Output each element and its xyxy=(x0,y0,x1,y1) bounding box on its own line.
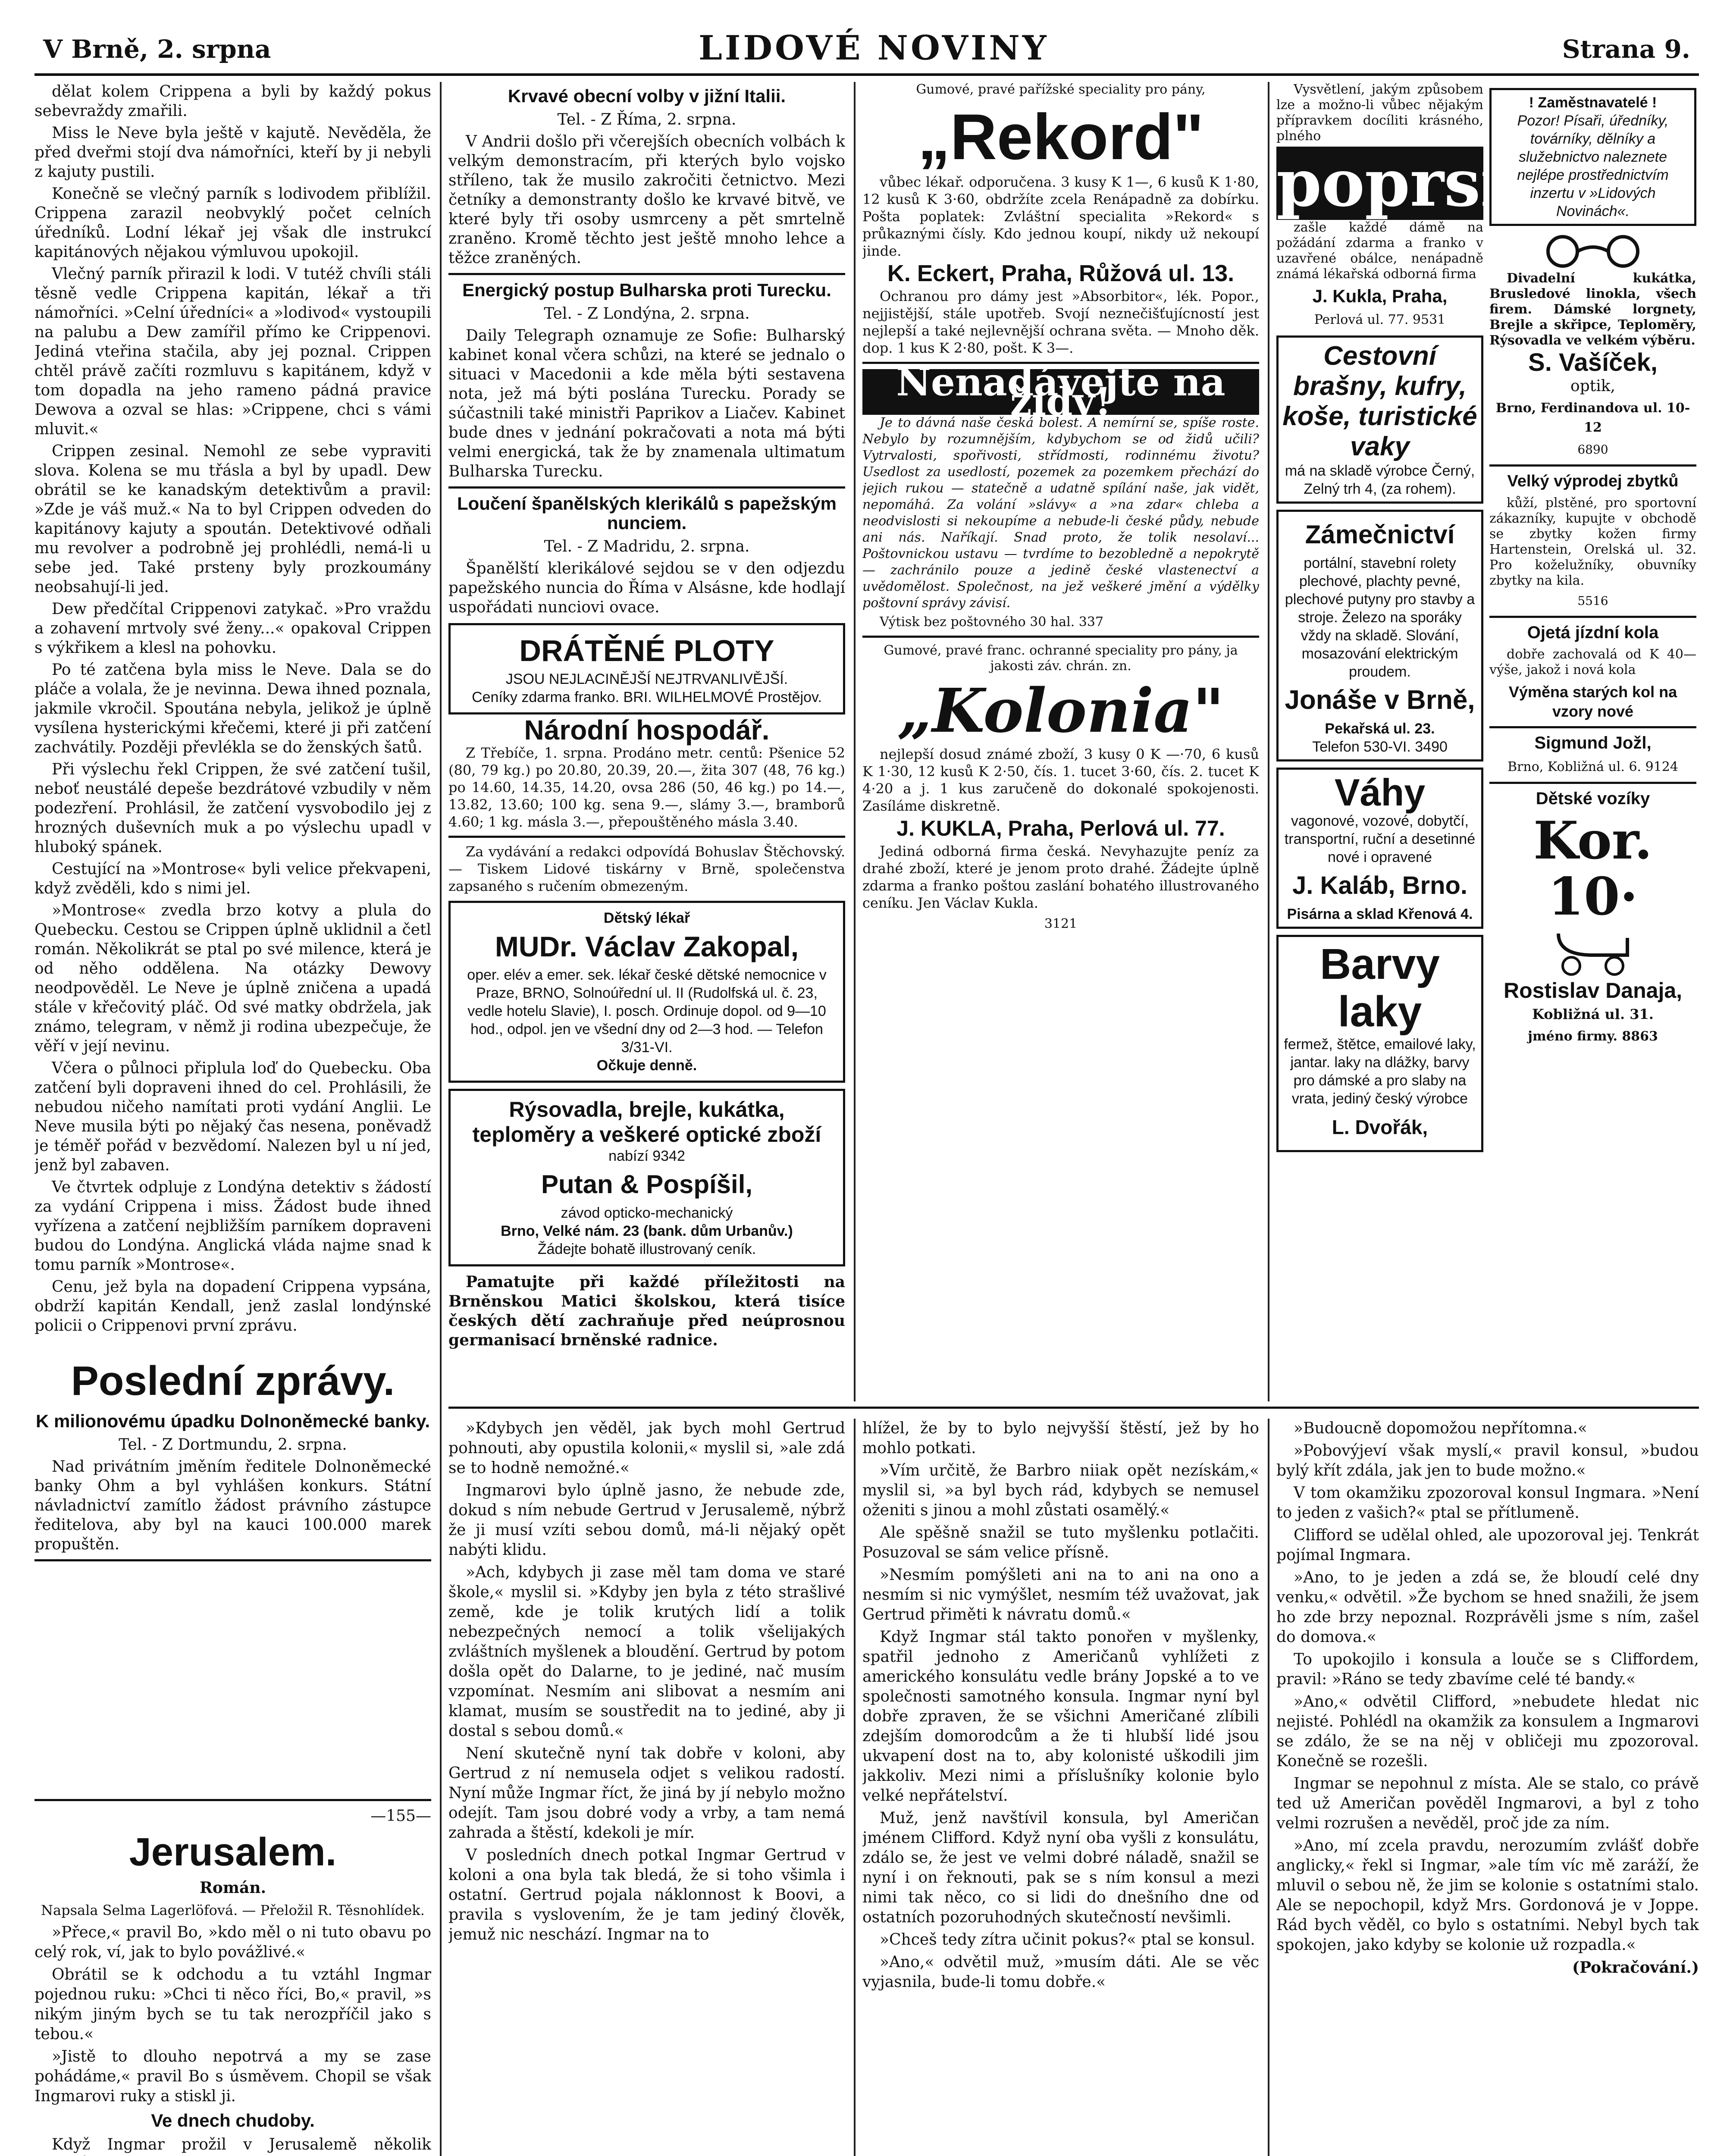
serial-paragraph: Ingmarovi bylo úplně jasno, že nebude zde, dokud s ním nebude Gertrud v Jerusalemě, nýbrž že ji musí vzíti sebou domů, má-li nějaký opět nabýti klidu. xyxy=(448,1482,845,1559)
latest-news-subheading: K milionovému úpadku Dolnoněmecké banky. xyxy=(35,1411,430,1431)
serial-column-4 xyxy=(1276,1419,1699,2156)
ad-number: 8863 xyxy=(1622,1029,1658,1044)
ad-text: má na skladě výrobce Černý, Zelný trh 4, (za rohem). xyxy=(1285,463,1475,497)
ad-firm: Sigmund Jožl, xyxy=(1534,733,1652,752)
newspaper-page xyxy=(34,26,1699,2156)
divider xyxy=(448,836,845,838)
ad-firm: S. Vašíček, xyxy=(1528,348,1658,376)
masthead: LIDOVÉ NOVINY xyxy=(699,28,1049,68)
serial-paragraph: »Vím určitě, že Barbro niiak opět nezískám,« myslil si, »a byl bych rád, kdybych se nemusel oženiti s jinou a mohl zůstati osamělý.« xyxy=(862,1462,1259,1519)
serial-paragraph: Není skutečně nyní tak dobře v koloni, aby Gertrud z ní nemusela odjet s velikou radostí. Nyní může Ingmar říct, že jiná by jí nebylo možno odejít. Tam jsou dobré vody a vrby, a tam nemá zahrada a štěstí, kdekoli je mír. xyxy=(448,1745,845,1842)
dateline: Tel. - Z Říma, 2. srpna. xyxy=(557,111,737,128)
ad-text: Ochranou pro dámy jest »Absorbitor«, lék. Popor., nejjistější, stále upotřeb. Svojí neznečišťujícností jest nejlepší a také nejlevnější ochrana světa. — Mnoho děk. dop. 1 kus K 2·80, pošt. K 3—. xyxy=(862,288,1259,356)
imprint: Za vydávání a redakci odpovídá Bohuslav Štěchovský. — Tiskem Lidové tiskárny v Brně, společenstva zapsaného s ručením obmezeným. xyxy=(448,843,845,894)
ad-title: ! Zaměstnavatelé ! xyxy=(1529,94,1657,111)
ad-note: Očkuje denně. xyxy=(596,1057,697,1074)
ad-kolonia-title: „Kolonia" xyxy=(897,676,1224,746)
article-paragraph: Dew předčítal Crippenovi zatykač. »Pro vraždu a zohavení mrtvoly své ženy...« opakoval Crippen s výkřikem a klesl na pohovku. xyxy=(34,600,431,657)
ad-text: dobře zachovalá od K 40— výše, jakož i nová kola xyxy=(1489,647,1696,677)
ad-firm: Jonáše v Brně, xyxy=(1285,685,1475,715)
ad-firm: K. Eckert, Praha, Růžová ul. 13. xyxy=(887,260,1235,286)
pram-icon xyxy=(1489,925,1696,977)
column-divider xyxy=(854,1419,856,2156)
article-paragraph: »Montrose« zvedla brzo kotvy a plula do Quebecku. Cestou se Crippen úplně uklidnil a četl román. Několikrát se ptal po své milence, která je od něho oddělena. Na otázky Dewovy neodpověděl. Le Neve je úplně zničena a upadá stále v křečovitý pláč. Od své matky obdržela, jak známo, telegram, v němž ji rodina ubezpečuje, že věří v její nevinu. xyxy=(34,902,431,1055)
ad-address: Pisárna a sklad Křenová 4. xyxy=(1287,906,1473,922)
ad-bags xyxy=(1276,335,1483,504)
serial-paragraph: »Budoucně dopomožou nepřítomna.« xyxy=(1294,1420,1587,1437)
ad-note xyxy=(1489,1027,1696,1046)
ad-rekord-title: „Rekord" xyxy=(918,100,1204,173)
serial-paragraph: Muž, jenž navštívil konsula, byl Američan jménem Clifford. Když nyní oba vyšli z konsulátu, zdálo se, že jest ve velmi dobré náladě, snažil se nyní i on řeknouti, pak se s ním konsul a mezi nimi tak něco, co si lidi do dnešního dne od ostatních pozoruhodných skutečností nevšimli. xyxy=(862,1809,1259,1926)
ad-offer-text: nabízí xyxy=(608,1148,649,1164)
ad-text: nejlepší dosud známé zboží, 3 kusy 0 K —·70, 6 kusů K 1·30, 12 kusů K 2·50, čís. 1. tucet 3·60, čís. 2. tucet K 4·20 a j. 1 kus zaručeně do dokonalé spokojenosti. Zasíláme diskretně. xyxy=(862,746,1259,814)
serial-paragraph: »Přece,« pravil Bo, »kdo měl o ni tuto obavu po celý rok, ví, jak to bylo povážlivé.« xyxy=(34,1924,431,1961)
ad-title: Zámečnictví xyxy=(1305,520,1455,549)
ad-firm: J. KUKLA, Praha, Perlová ul. 77. xyxy=(896,816,1225,840)
ad-doctor xyxy=(448,901,845,1083)
column-ads xyxy=(862,82,1259,1384)
ad-title: MUDr. Václav Zakopal, xyxy=(495,931,799,962)
ad-address: Kobližná ul. 31. xyxy=(1532,1006,1654,1022)
ad-phone-text: Telefon 530-VI. xyxy=(1312,739,1411,755)
ad-address: Brno, Ferdinandova ul. 10-12 xyxy=(1495,401,1690,435)
ad-firm: Putan & Pospíšil, xyxy=(541,1170,753,1199)
serial-paragraph: hlížel, že by to bylo nejvyšší štěstí, jež by ho mohlo potkati. xyxy=(862,1420,1259,1457)
ad-number: 9124 xyxy=(1645,759,1678,774)
ad-text: Výměna starých kol na vzory nové xyxy=(1508,683,1677,720)
article-paragraph: Cenu, jež byla na dopadení Crippena vypsána, obdrží kapitán Kendall, jenž zaslal londýnské policii o Crippenovi první zprávu. xyxy=(34,1278,431,1335)
article-paragraph: Včera o půlnoci připlula loď do Quebecku. Oba zatčení byli dopraveni ihned do cel. Prohlásili, že nebudou ničeho namítati proti vydání Anglii. Le Neve musila býti po nějaký čas nesena, poněvadž je téměř pořád v bezvědomí. Nalezen byl u ní jed, jenž byl zabaven. xyxy=(34,1059,431,1174)
dateline: Tel. - Z Madridu, 2. srpna. xyxy=(544,538,750,555)
ad-firm: J. Kaláb, Brno. xyxy=(1292,871,1468,899)
article-paragraph: Daily Telegraph oznamuje ze Sofie: Bulharský kabinet konal včera schůzi, na které se jednalo o situaci v Macedonii a kde měla býti sestavena nota, jež má býti poslána Turecku. Porady se súčastnili také ministři Paprikov a Liačev. Kabinet bude dnes v jednání pokračovati a nota má býti velmi energická, tak že by znamenala ultimatum Bulharska Turecku. xyxy=(448,327,845,480)
column-news xyxy=(448,82,845,1384)
ad-number: 337 xyxy=(1078,614,1104,630)
serial-column-3 xyxy=(862,1419,1259,2156)
ad-label: Dětský lékař xyxy=(603,910,690,926)
ad-employers xyxy=(1489,88,1696,226)
serial-continued: (Pokračování.) xyxy=(1572,1959,1699,1977)
ad-firm: L. Dvořák, xyxy=(1332,1116,1428,1138)
header-date: V Brně, 2. srpna xyxy=(43,34,271,64)
ad-title: Váhy xyxy=(1334,771,1426,814)
ad-text: vůbec lékař. odporučena. 3 kusy K 1—, 6 kusů K 1·80, 12 kusů K 3·60, obdržíte zcela Renápadně za dobírku. Pošta poplatek: Zvláštní specialita »Rekord« s průkaznými čísly. Kdo jednou koupí, nikdy už nekoupí jinde. xyxy=(862,174,1259,259)
ad-poprsi-word: poprsí xyxy=(1276,145,1505,221)
ad-address xyxy=(1276,310,1483,329)
serial-author: Napsala Selma Lagerlöfová. — Přeložil R. Těsnohlídek. xyxy=(41,1902,425,1918)
ad-title: Rýsovadla, brejle, kukátka, teploměry a veškeré optické zboží xyxy=(472,1097,821,1147)
serial-paragraph: »Jistě to dlouho nepotrvá a my se zase pohádáme,« pravil Bo s úsměvem. Chopil se však Ingmarovi ruky a stiskl ji. xyxy=(34,2048,431,2105)
ad-title: Dětské vozíky xyxy=(1536,789,1650,808)
article-paragraph: Konečně se vlečný parník s lodivodem přiblížil. Crippena zarazil neobvyklý počet celních úředníků. Lodní lékař jej však dle instrukcí kapitánových nějakou výmluvou upokojil. xyxy=(34,185,431,261)
ad-price xyxy=(862,614,1259,630)
article-headline: Loučení španělských klerikálů s papežským nunciem. xyxy=(457,493,837,533)
divider xyxy=(1489,782,1696,784)
article-paragraph: dělat kolem Crippena a byli by každý pokus sebevraždy zmařili. xyxy=(34,83,431,120)
article-paragraph: Ve čtvrtek odpluje z Londýna detektiv s žádostí za vydání Crippena i miss. Žádost bude ihned vyřízena a zatčení nejbližším parníkem dopraveni budou do Londýna. Anglická vláda najme snad k tomu parník »Montrose«. xyxy=(34,1178,431,1274)
ad-scales xyxy=(1276,768,1483,929)
article-paragraph: Vlečný parník přirazil k lodi. V tutéž chvíli stáli těsně vedle Crippena kapitán, lékař a tři námořníci. »Celní úředníci« a »lodivod« vystoupili na palubu a Dew zamířil přímo ke Crippenovi. Jediná vteřina stačila, aby jej poznal. Crippen chtěl právě začíti rozmluvu s kapitánem, když v tom dopadla na jeho rameno pádná pravice Dewova a ozval se hlas: »Crippene, chci s vámi mluvit.« xyxy=(34,265,431,438)
ad-price-text: Výtisk bez poštovného 30 hal. xyxy=(880,614,1075,630)
divider xyxy=(1489,464,1696,467)
ad-offer xyxy=(457,1147,837,1165)
column-divider xyxy=(1268,82,1269,1401)
ad-price: Kor. 10· xyxy=(1533,810,1652,927)
serial-paragraph: V tom okamžiku zpozoroval konsul Ingmara. »Není to jeden z vašich?« ptal se přítlumeně. xyxy=(1276,1484,1699,1522)
ad-phone xyxy=(1282,738,1478,756)
ad-wire-fences xyxy=(448,623,845,714)
ad-text: portální, stavební rolety plechové, plachty pevné, plechové putyny pro stavby a stroje. Železo na sporáky vždy na skladě. Slování, mosazování elektrickým proudem. xyxy=(1285,555,1475,680)
column-classifieds xyxy=(1276,82,1699,1384)
divider xyxy=(448,486,845,489)
ad-text: vagonové, vozové, dobytčí, transportní, ruční a desetinné nové i opravené xyxy=(1284,813,1476,865)
ad-number: 3121 xyxy=(1044,916,1078,931)
ad-locksmith xyxy=(1276,510,1483,761)
ad-number: 9531 xyxy=(1412,312,1446,327)
ad-note-text: jméno firmy. xyxy=(1528,1029,1617,1044)
ad-title: Cestovní brašny, kufry, koše, turistické vaky xyxy=(1282,341,1477,461)
ad-address-text: Brno, Kobližná ul. 6. xyxy=(1507,759,1642,774)
ad-desc: závod opticko-mechanický xyxy=(561,1205,733,1221)
ad-text: Vysvětlení, jakým způsobem lze a možno-li vůbec nějakým přípravkem docíliti krásného, plného xyxy=(1276,82,1483,144)
ad-address-text: Perlová ul. 77. xyxy=(1314,312,1409,327)
article-paragraph: Nad privátním jměním ředitele Dolnoněmecké banky Ohm a byl vyhlášen konkurs. Státní návladnictví zamítlo žádost právního zástupce ředitelova, aby byl na kauci 100.000 marek propuštěn. xyxy=(34,1458,431,1553)
latest-news-heading: Poslední zprávy. xyxy=(71,1358,395,1404)
ad-title: Velký výprodej zbytků xyxy=(1507,472,1679,490)
section-heading: Národní hospodář. xyxy=(524,714,770,746)
divider xyxy=(34,1559,431,1561)
serial-paragraph: »Kdybych jen věděl, jak bych mohl Gertrud pohnouti, aby opustila kolonii,« myslil si, »ale zdá se to hodně nemožné.« xyxy=(448,1420,845,1477)
dateline: Tel. - Z Dortmundu, 2. srpna. xyxy=(119,1436,347,1454)
article-headline: Krvavé obecní volby v jižní Italii. xyxy=(508,86,786,106)
ad-address: Pekařská ul. 23. xyxy=(1325,721,1435,737)
divider xyxy=(1489,726,1696,728)
ad-address: Brno, Velké nám. 23 (bank. dům Urbanův.) xyxy=(501,1223,793,1239)
serial-paragraph: »Ano, to je jeden a zdá se, že bloudí celé dny venku,« odvětil. »Že bychom se hned snažili, že jsem ho zde brzy nepoznal. Rozprávěli jsme s ním, zašel do domova.« xyxy=(1276,1569,1699,1646)
column-divider xyxy=(854,82,856,1401)
serial-paragraph: »Ano,« odvětil muž, »musím dáti. Ale se věc vyjasnila, bude-li tomu dobře.« xyxy=(862,1953,1259,1991)
article-paragraph: Španělští klerikálové sejdou se v den odjezdu papežského nuncia do Říma v Alsásne, kde hodlají uspořádati nunciovi ovace. xyxy=(448,560,845,616)
page-number: Strana 9. xyxy=(1562,34,1690,64)
ad-text: Je to dávná naše česká bolest. A nemírní se, spíše roste. Nebylo by rozumnějším, kdybychom se od židů učili? Vytrvalosti, spořivosti, střídmosti, rodinnému životu? Usedlost za usedlostí, pozemek za pozemkem přechází do jejich rukou — statečně a udatně spílání naše, jak vidět, nepomáhá. Za volání »slávy« a »na zdar« chleba a neodvislosti si nekoupíme a nebude-li české půdy, nebude ani nás. Naříkají. Snad proto, že tolik nesolaví... Poštovnickou ustavu — tvrdíme to bezobledně a nepokrytě — zachránilo pouze a jedině české vlastenectví a uvědomělost. Společnost, na jež veškeré jmění a výdělky poštovní správy závisí. xyxy=(862,415,1259,611)
article-headline: Energický postup Bulharska proti Turecku. xyxy=(462,280,831,300)
ad-text: oper. elév a emer. sek. lékař české dětské nemocnice v Praze, BRNO, Solnoúřední ul. II (Rudolfská ul. č. 23, vedle hotelu Slavie), I. posch. Ordinuje dopol. od 9—10 hod., odpol. jen ve všední dny od 2—3 hod. — Telefon 3/31-VI. xyxy=(467,967,827,1056)
article-paragraph: Cestující na »Montrose« byli velice překvapeni, když zvěděli, kdo s nimi jel. xyxy=(34,860,431,897)
serial-title: Jerusalem. xyxy=(129,1830,337,1874)
ad-firm: J. Kukla, Praha, xyxy=(1312,286,1448,306)
ad-number: 9342 xyxy=(652,1148,685,1164)
serial-paragraph: Když Ingmar stál takto ponořen v myšlenky, spatřil jednoho z Američanů vyhlížeti z amerického konsulátu vedle brány Jopské a to ve společnosti samotného konsula. Ingmar nyní byl dobře zpraven, že se všichni Američané zlíbili zdejším domorodcům a že ti hlubší lidé jsou ukvapení dost na to, aby kolonisté uškodili jim jakkoliv. Mezi nimi a příslušníky kolonie bylo velké nepřátelství. xyxy=(862,1628,1259,1805)
ad-subtitle: optik, xyxy=(1570,377,1615,395)
serial-paragraph: To upokojilo i konsula a louče se s Cliffordem, pravil: »Ráno se tedy zbavíme celé té bandy.« xyxy=(1276,1651,1699,1688)
ad-paints xyxy=(1276,935,1483,1152)
ad-text: fermež, štětce, emailové laky, jantar. laky na dlážky, barvy pro dámské a pro slaby na vrata, jediný český výrobce xyxy=(1284,1036,1476,1107)
serial-genre: Román. xyxy=(199,1879,266,1897)
serial-paragraph: »Ano,« odvětil Clifford, »nebudete hledat nic nejisté. Pohlédl na okamžik za konsulem a Ingmarovi se zdálo, že se na něj v obličeji mu zpozoroval. Konečně se rozešli. xyxy=(1276,1693,1699,1770)
divider xyxy=(862,636,1259,638)
ad-text: kůží, plstěné, pro sportovní zákazníky, kupujte v obchodě se zbytky kožen firmy Hartenstein, Orelská ul. 32. Pro koželužníky, obuvníky zbytky na kila. xyxy=(1489,495,1696,588)
serial-paragraph: Ale spěšně snažil se tuto myšlenku potlačiti. Posuzoval se sám velice přísně. xyxy=(862,1524,1259,1561)
article-paragraph: V Andrii došlo při včerejších obecních volbách k velkým demonstracím, při kterých bylo vojsko stříleno, tak že musilo zakročiti četnictvo. Mezi četníky a demonstranty došlo ke krvavé bitvě, ve které byly tři osoby usmrceny a pět smrtelně zraněno. Kromě těchto jest ještě mnoho lehce a těžce zraněných. xyxy=(448,133,845,267)
ad-address xyxy=(1489,757,1696,777)
divider xyxy=(1489,616,1696,618)
divider xyxy=(34,1799,431,1801)
serial-subheading: Ve dnech chudoby. xyxy=(151,2110,315,2131)
serial-paragraph: »Ach, kdybych ji zase měl tam doma ve staré škole,« myslil si. »Kdyby jen byla z této strašlivé země, kde je tolik krutých lidí a tolik nebezpečných nemocí a tolik všelijakých zvláštních myšlenek a bloudění. Gertrud by potom došla opět do Dalarne, to je jediné, nač musím vzpomínat. Nesmím ani slibovat a nesmím ani klamat, musím se soustředit na to jediné, aby ji dostal s sebou domů.« xyxy=(448,1564,845,1740)
serial-number: —155— xyxy=(370,1807,431,1825)
ad-title: DRÁTĚNÉ PLOTY xyxy=(519,634,774,667)
serial-paragraph: Clifford se udělal ohled, ale upozoroval jej. Tenkrát pojímal Ingmara. xyxy=(1276,1526,1699,1564)
serial-paragraph: Ingmar se nepohnul z místa. Ale se stalo, co právě ted už Američan pověděl Ingmarovi, a byl z toho velmi rozrušen a nevěděl, proč jde za ním. xyxy=(1276,1775,1699,1832)
serial-paragraph: »Pobovýjeví však myslí,« pravil konsul, »budou bylý křít zdála, jak jen to bude možno.« xyxy=(1276,1442,1699,1479)
ad-jews-title: Nenadávejte na židy! xyxy=(862,369,1259,415)
ad-intro: Gumové, pravé pařížské speciality pro pány, xyxy=(916,82,1206,97)
market-report: Z Třebíče, 1. srpna. Prodáno metr. centů: Pšenice 52 (80, 79 kg.) po 20.80, 20.39, 20.—, žita 307 (48, 76 kg.) po 14.60, 14.35, 14.20, ovsa 286 (50, 46 kg.) po 14.—, 13.82, 13.60; 100 kg. sena 9.—, slámy 3.—, bramborů 4.60; 1 kg. másla 3.—, přepouštěného másla 3.40. xyxy=(448,745,845,830)
dateline: Tel. - Z Londýna, 2. srpna. xyxy=(544,305,750,323)
serial-column-1 xyxy=(34,1794,431,2156)
matice-notice: Pamatujte při každé příležitosti na Brněnskou Matici školskou, která tisíce českých dětí zachraňuje před neúprosnou germanisací brněnské radnice. xyxy=(448,1273,845,1349)
ad-title: Ojetá jízdní kola xyxy=(1527,623,1659,642)
ad-text: zašle každé dámě na požádání zdarma a franko v uzavřené obálce, nenápadně známá lékařská odborná firma xyxy=(1276,220,1483,282)
article-paragraph: Miss le Neve byla ještě v kajutě. Nevěděla, že před dveřmi stojí dva námořníci, kteří by ji nebyli z kajuty pustili. xyxy=(34,124,431,181)
article-paragraph: Crippen zesinal. Nemohl ze sebe vypraviti slova. Kolena se mu třásla a byl by upadl. Dew obrátil se ke kanadským detektivům a pravil: »Zde je váš muž.« Na to byl Crippen odveden do kapitánovy kajuty a spoután. Detektivové odňali mu revolver a podrobně jej prohlédli, nemá-li u sebe jed. Také prsteny byly prozkoumány neobsahují-li jed. xyxy=(34,442,431,596)
ad-title: Barvy laky xyxy=(1320,940,1440,1036)
ad-number: 6890 xyxy=(1577,442,1608,457)
ad-number: 5516 xyxy=(1577,594,1608,608)
ad-intro: Gumové, pravé franc. ochranné speciality pro pány, ja jakosti záv. chrán. zn. xyxy=(884,643,1238,674)
ad-optics xyxy=(448,1089,845,1266)
ad-firm: Ceníky zdarma franko. BRI. WILHELMOVÉ Prostějov. xyxy=(472,689,822,705)
serial-paragraph: »Nesmím pomýšleti ani na to ani na ono a nesmím si nic vymýšlet, nesmím též uvažovat, jak Gertrud přiměti k návratu domů.« xyxy=(862,1566,1259,1623)
page-header xyxy=(34,26,1699,76)
column-divider xyxy=(440,82,442,2156)
ad-firm: Rostislav Danaja, xyxy=(1503,978,1683,1003)
ad-text: Jediná odborná firma česká. Nevyhazujte peníz za drahé zboží, které je jenom proto drahé. Žádejte úplně zdarma a franko poštou zaslání bohatého illustrovaného ceníku. Jen Václav Kukla. xyxy=(862,843,1259,911)
column-divider xyxy=(1268,1419,1269,2156)
article-paragraph: Po té zatčena byla miss le Neve. Dala se do pláče a volala, že je nevinna. Dewa ihned poznala, jakmile vkročil. Spoutána nebyla, jelikož je úplně vysílena hysterickými křečemi, které ji při zatčení zachvátily. Později převlékla se do ženských šatů. xyxy=(34,661,431,756)
ad-subtitle: JSOU NEJLACINĚJŠÍ NEJTRVANLIVĚJŠÍ. xyxy=(505,671,788,687)
serial-paragraph: Když Ingmar prožil v Jerusalemě několik xyxy=(52,2136,431,2153)
divider xyxy=(448,1407,1699,1409)
article-paragraph: Při výslechu řekl Crippen, že své zatčení tušil, neboť neustálé depeše bezdrátové vzbudily v něm podezření. Prohlásil, že zatčení vysvobodilo jej z hrozných duševních muk a po výslechu upadl v hluboký spánek. xyxy=(34,761,431,856)
divider xyxy=(448,273,845,275)
ad-catalog: Žádejte bohatě illustrovaný ceník. xyxy=(537,1241,756,1257)
spectacles-icon xyxy=(1489,232,1696,271)
ad-text: Pozor! Písaři, úředníky, továrníky, dělníky a služebnictvo naleznete nejlépe prostřednictvím inzertu v »Lidových Novinách«. xyxy=(1517,113,1669,219)
ad-text: Divadelní kukátka, Brusledové linokla, všech firem. Dámské lorgnety, Brejle a skřipce, Teploměry, Rýsovadla ve velkém výběru. xyxy=(1489,271,1696,348)
ad-number: 3490 xyxy=(1415,739,1448,755)
serial-paragraph: V posledních dnech potkal Ingmar Gertrud v koloni a ona byla tak bledá, že si toho všimla i ostatní. Gertrud pojala náklonnost k Boovi, a pravila s vyslovením, že je tam jediný člověk, jemuž nic neschází. Ingmar na to xyxy=(448,1846,845,1943)
serial-paragraph: »Chceš tedy zítra učinit pokus?« ptal se konsul. xyxy=(880,1931,1255,1949)
serial-paragraph: Obrátil se k odchodu a tu vztáhl Ingmar pojednou ruku: »Chci ti něco říci, Bo,« pravil, »s nikým jiným bych se tu tak nerozpříčil jako s tebou.« xyxy=(34,1966,431,2043)
serial-column-2 xyxy=(448,1419,845,2156)
serial-paragraph: »Ano, mí zcela pravdu, nerozumím zvlášť dobře anglicky,« řekl si Ingmar, »ale tím víc mě zaráží, že mluvil o sebou ně, že jim se kolonie s ostatními stalo. Ale se nepochopil, když Mrs. Gordonová je v Joppe. Rád bych věděl, co bylo s ostatními. Nebyl bych tak spokojen, jako kdyby se kolonie už rozpadla.« xyxy=(1276,1837,1699,1954)
